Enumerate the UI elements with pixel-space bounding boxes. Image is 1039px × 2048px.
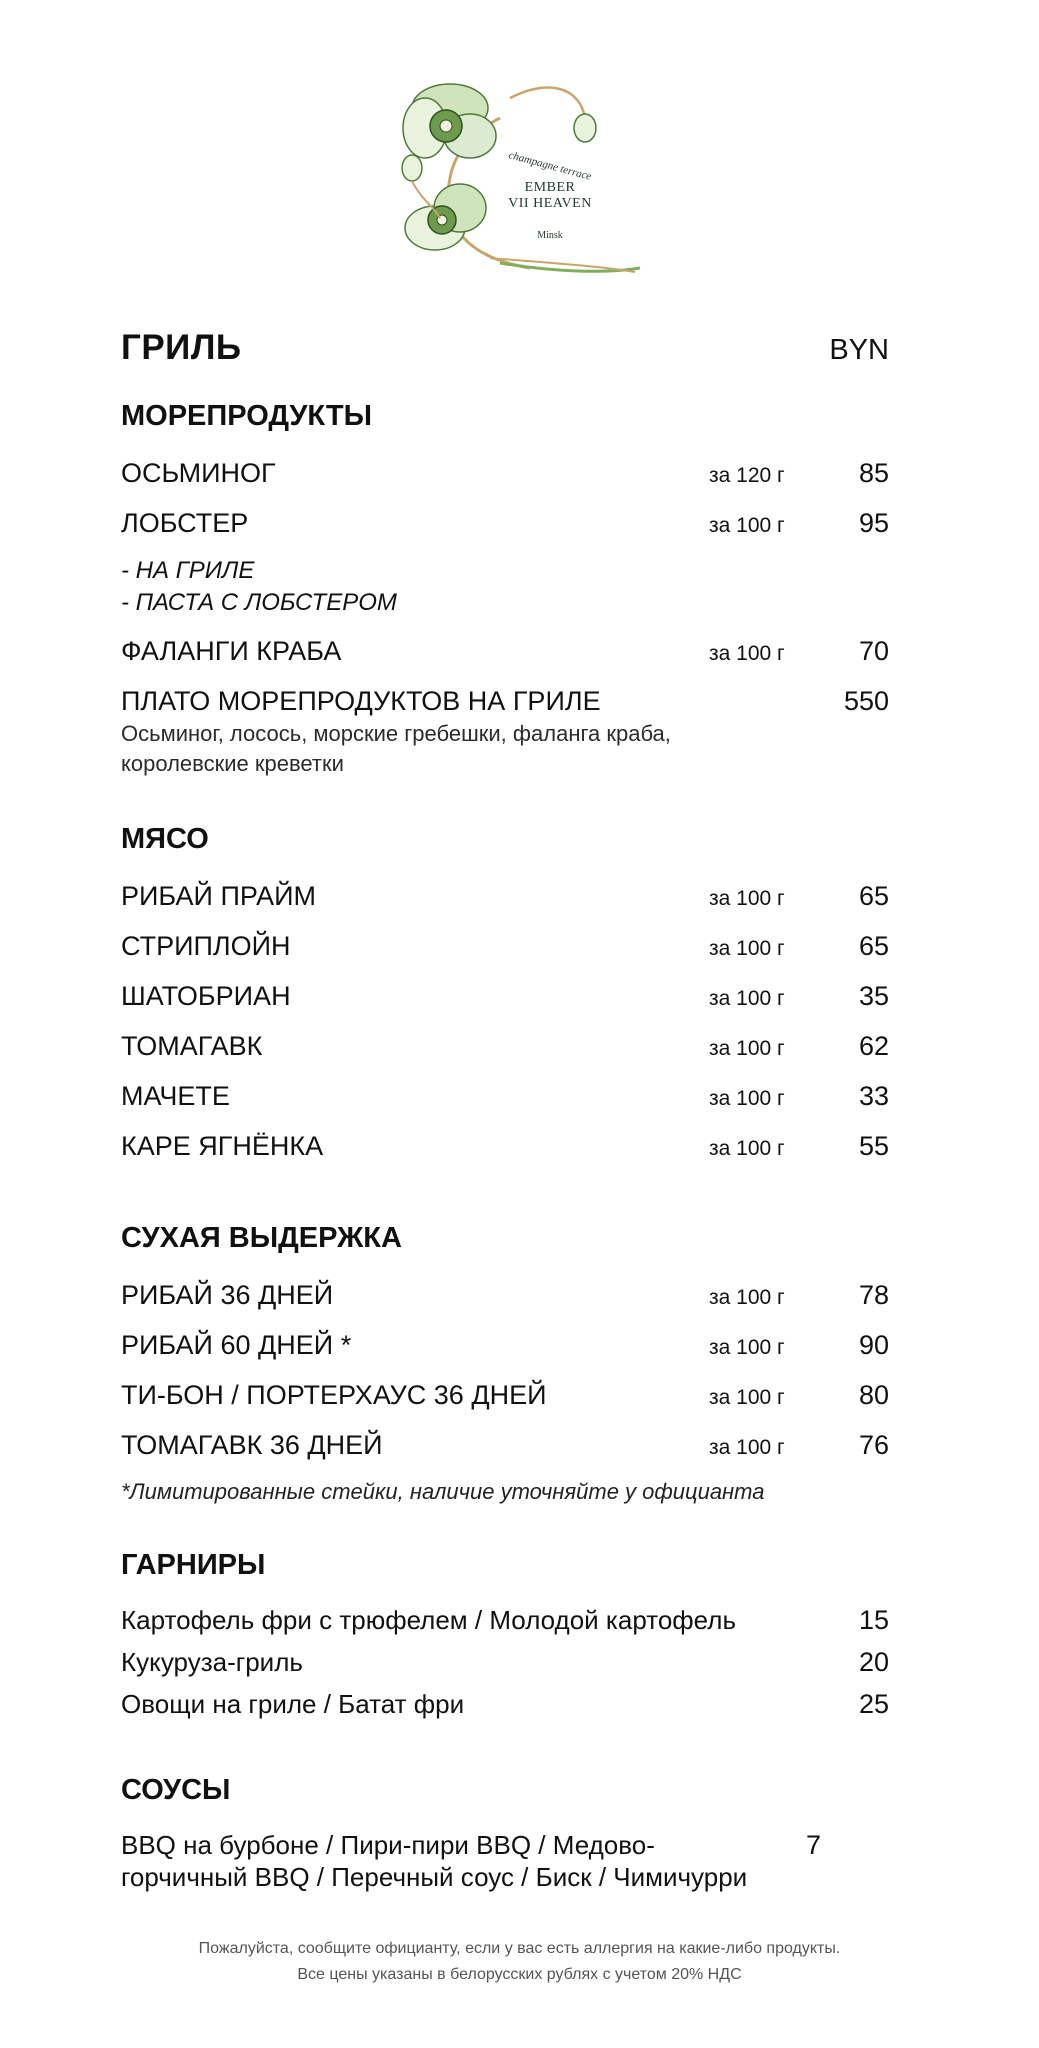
menu-item bbox=[121, 455, 889, 505]
logo-tagline: champagne terrace bbox=[507, 149, 593, 183]
section-meat bbox=[121, 823, 889, 1178]
item-name: Кукуруза-гриль bbox=[121, 1647, 303, 1677]
logo-city: Minsk bbox=[537, 230, 563, 241]
item-option: - НА ГРИЛЕ bbox=[121, 557, 255, 584]
item-option: - ПАСТА С ЛОБСТЕРОМ bbox=[121, 589, 397, 616]
footer bbox=[0, 1936, 1039, 1988]
item-name: РИБАЙ 36 ДНЕЙ bbox=[121, 1280, 334, 1310]
section-dry-aged bbox=[121, 1222, 889, 1505]
item-price: 80 bbox=[858, 1380, 889, 1410]
menu-item bbox=[121, 928, 889, 978]
section-sides bbox=[121, 1549, 889, 1730]
item-price: 76 bbox=[858, 1430, 889, 1460]
item-name: Картофель фри с трюфелем / Молодой картофель bbox=[121, 1605, 736, 1635]
item-name: ШАТОБРИАН bbox=[121, 981, 291, 1011]
limited-steaks-note: *Лимитированные стейки, наличие уточняйте у официанта bbox=[121, 1479, 765, 1504]
item-unit: за 100 г bbox=[709, 514, 785, 537]
menu-item bbox=[121, 1688, 889, 1730]
item-name: РИБАЙ ПРАЙМ bbox=[121, 881, 316, 911]
logo-name bbox=[460, 180, 640, 212]
item-price: 55 bbox=[858, 1131, 889, 1161]
item-name: ТИ-БОН / ПОРТЕРХАУС 36 ДНЕЙ bbox=[121, 1380, 547, 1410]
item-price: 95 bbox=[858, 508, 889, 538]
item-price: 33 bbox=[858, 1081, 889, 1111]
item-price: 62 bbox=[858, 1031, 889, 1061]
item-name: ТОМАГАВК bbox=[121, 1031, 263, 1061]
item-price: 85 bbox=[858, 458, 889, 488]
item-price: 65 bbox=[858, 881, 889, 911]
menu-item bbox=[121, 1277, 889, 1327]
menu-item bbox=[121, 978, 889, 1028]
item-name: BBQ на бурбоне / Пири-пири BBQ / Медово-горчичный BBQ / Перечный соус / Биск / Чимичурри bbox=[121, 1830, 748, 1892]
item-name: ФАЛАНГИ КРАБА bbox=[121, 636, 342, 666]
item-unit: за 100 г bbox=[709, 937, 785, 960]
logo-name-line2: VII HEAVEN bbox=[508, 196, 592, 211]
section-title: ГАРНИРЫ bbox=[121, 1549, 266, 1581]
item-unit: за 100 г bbox=[709, 1336, 785, 1359]
item-name: СТРИПЛОЙН bbox=[121, 931, 291, 961]
item-price: 35 bbox=[858, 981, 889, 1011]
page-title: ГРИЛЬ bbox=[121, 328, 242, 367]
menu-item bbox=[121, 878, 889, 928]
item-name: ОСЬМИНОГ bbox=[121, 458, 276, 488]
section-title: МОРЕПРОДУКТЫ bbox=[121, 400, 372, 432]
menu-item bbox=[121, 633, 889, 683]
section-title: СОУСЫ bbox=[121, 1774, 231, 1806]
item-name: МАЧЕТЕ bbox=[121, 1081, 230, 1111]
item-price: 20 bbox=[858, 1647, 889, 1677]
item-unit: за 100 г bbox=[709, 1087, 785, 1110]
menu-item bbox=[121, 505, 889, 555]
item-price: 78 bbox=[858, 1280, 889, 1310]
item-unit: за 100 г bbox=[709, 1436, 785, 1459]
item-name: ТОМАГАВК 36 ДНЕЙ bbox=[121, 1430, 383, 1460]
item-unit: за 100 г bbox=[709, 1386, 785, 1409]
logo-name-line1: EMBER bbox=[524, 180, 576, 195]
section-title: МЯСО bbox=[121, 823, 209, 855]
item-options bbox=[121, 555, 889, 619]
item-unit: за 120 г bbox=[709, 464, 785, 487]
item-unit: за 100 г bbox=[709, 642, 785, 665]
section-sauces bbox=[121, 1774, 889, 1893]
item-unit: за 100 г bbox=[709, 987, 785, 1010]
price-notice: Все цены указаны в белорусских рублях с учетом 20% НДС bbox=[297, 1966, 742, 1983]
menu-item bbox=[121, 1377, 889, 1427]
menu-item bbox=[121, 1128, 889, 1178]
item-name: РИБАЙ 60 ДНЕЙ * bbox=[121, 1330, 352, 1360]
item-price: 550 bbox=[843, 686, 889, 716]
allergy-notice: Пожалуйста, сообщите официанту, если у вас есть аллергия на какие-либо продукты. bbox=[198, 1940, 841, 1957]
currency-label: BYN bbox=[829, 334, 889, 366]
section-seafood bbox=[121, 400, 889, 779]
section-title: СУХАЯ ВЫДЕРЖКА bbox=[121, 1222, 402, 1254]
restaurant-logo bbox=[380, 58, 660, 288]
menu-item bbox=[121, 1327, 889, 1377]
menu-item bbox=[121, 1427, 889, 1477]
menu-page bbox=[121, 328, 889, 1893]
menu-item bbox=[121, 1078, 889, 1128]
page-header bbox=[121, 328, 889, 378]
item-price: 25 bbox=[858, 1689, 889, 1719]
item-name: ЛОБСТЕР bbox=[121, 508, 249, 538]
item-price: 90 bbox=[858, 1330, 889, 1360]
item-unit: за 100 г bbox=[709, 1137, 785, 1160]
flower-illustration-icon bbox=[380, 58, 660, 288]
item-unit: за 100 г bbox=[709, 887, 785, 910]
item-unit: за 100 г bbox=[709, 1037, 785, 1060]
item-name: КАРЕ ЯГНЁНКА bbox=[121, 1131, 324, 1161]
item-unit: за 100 г bbox=[709, 1286, 785, 1309]
item-name: Овощи на гриле / Батат фри bbox=[121, 1689, 465, 1719]
menu-item bbox=[121, 1646, 889, 1688]
menu-item bbox=[121, 1829, 889, 1893]
item-description: Осьминог, лосось, морские гребешки, фаланга краба, королевские креветки bbox=[121, 721, 671, 776]
item-price: 15 bbox=[858, 1605, 889, 1635]
menu-item bbox=[121, 1604, 889, 1646]
menu-item bbox=[121, 683, 889, 779]
item-price: 70 bbox=[858, 636, 889, 666]
item-price: 7 bbox=[805, 1830, 821, 1860]
menu-item bbox=[121, 1028, 889, 1078]
item-price: 65 bbox=[858, 931, 889, 961]
item-name: ПЛАТО МОРЕПРОДУКТОВ НА ГРИЛЕ bbox=[121, 686, 601, 716]
